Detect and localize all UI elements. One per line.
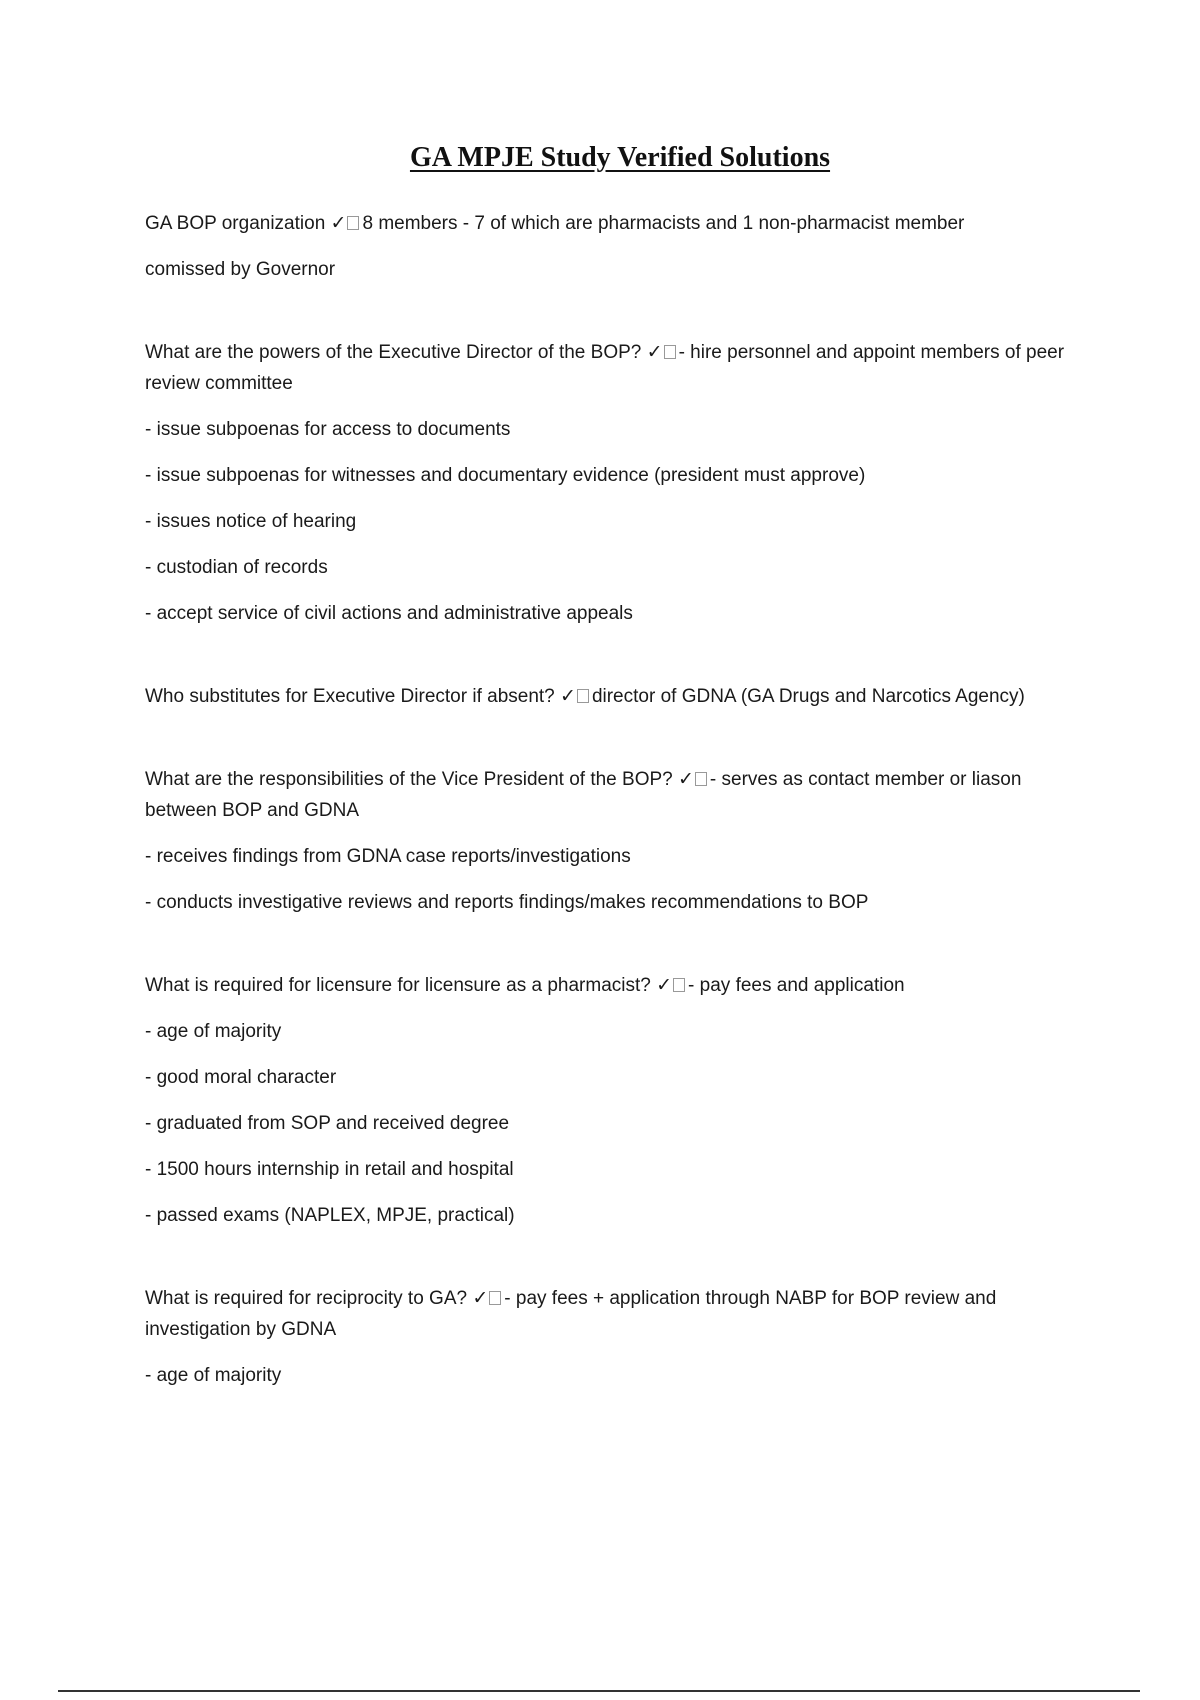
- qa-item: [145, 208, 1095, 285]
- answer-bullet: - custodian of records: [145, 557, 328, 578]
- question-text: What is required for reciprocity to GA?: [145, 1288, 468, 1309]
- check-icon: ✓: [646, 341, 663, 363]
- qa-question-line: [145, 208, 1095, 239]
- answer-bullet: - issue subpoenas for witnesses and documentary evidence (president must approve): [145, 465, 866, 486]
- answer-bullet: - issues notice of hearing: [145, 511, 357, 532]
- answer-continuation: comissed by Governor: [145, 259, 336, 280]
- check-icon: ✓: [330, 212, 347, 234]
- check-icon: ✓: [472, 1287, 489, 1309]
- answer-text: - hire personnel and appoint members of peer review committee: [145, 342, 1065, 394]
- box-icon: [673, 978, 685, 992]
- box-icon: [489, 1291, 501, 1305]
- box-icon: [347, 216, 359, 230]
- answer-bullet: - passed exams (NAPLEX, MPJE, practical): [145, 1205, 515, 1226]
- answer-text: - pay fees + application through NABP for BOP review and investigation by GDNA: [145, 1288, 997, 1340]
- answer-bullet: - good moral character: [145, 1067, 337, 1088]
- answer-bullet: - 1500 hours internship in retail and hospital: [145, 1159, 514, 1180]
- answer-bullet: - graduated from SOP and received degree: [145, 1113, 510, 1134]
- question-text: What are the powers of the Executive Director of the BOP?: [145, 342, 642, 363]
- answer-text: - pay fees and application: [688, 975, 905, 996]
- check-icon: ✓: [560, 685, 576, 707]
- answer-bullet: - age of majority: [145, 1365, 282, 1386]
- answer-text: - serves as contact member or liason between BOP and GDNA: [145, 769, 1022, 821]
- check-icon: ✓: [656, 974, 673, 996]
- qa-list: [145, 208, 1095, 1443]
- qa-item: [145, 681, 1095, 712]
- question-text: Who substitutes for Executive Director if absent?: [145, 686, 555, 707]
- box-icon: [695, 772, 707, 786]
- qa-question-line: [145, 337, 1095, 399]
- answer-bullet: - age of majority: [145, 1021, 282, 1042]
- qa-question-line: [145, 764, 1095, 826]
- question-text: GA BOP organization: [145, 213, 326, 234]
- check-icon: ✓: [678, 768, 694, 790]
- qa-item: [145, 337, 1095, 629]
- qa-item: [145, 764, 1095, 918]
- page-title: GA MPJE Study Verified Solutions: [409, 142, 831, 173]
- answer-text: director of GDNA (GA Drugs and Narcotics Agency): [591, 686, 1025, 707]
- answer-bullet: - receives findings from GDNA case reports/investigations: [145, 846, 631, 867]
- question-text: What is required for licensure for licensure as a pharmacist?: [145, 975, 651, 996]
- qa-question-line: [145, 970, 1095, 1001]
- answer-bullet: - conducts investigative reviews and reports findings/makes recommendations to BOP: [145, 892, 869, 913]
- qa-question-line: [145, 1283, 1095, 1345]
- qa-item: [145, 1283, 1095, 1391]
- question-text: What are the responsibilities of the Vice President of the BOP?: [145, 769, 673, 790]
- box-icon: [577, 689, 589, 703]
- qa-item: [145, 970, 1095, 1231]
- answer-bullet: - issue subpoenas for access to documents: [145, 419, 511, 440]
- footer-rule: [58, 1690, 1140, 1692]
- answer-text: 8 members - 7 of which are pharmacists and 1 non-pharmacist member: [362, 213, 965, 234]
- answer-bullet: - accept service of civil actions and administrative appeals: [145, 603, 633, 624]
- box-icon: [664, 345, 676, 359]
- qa-question-line: [145, 681, 1095, 712]
